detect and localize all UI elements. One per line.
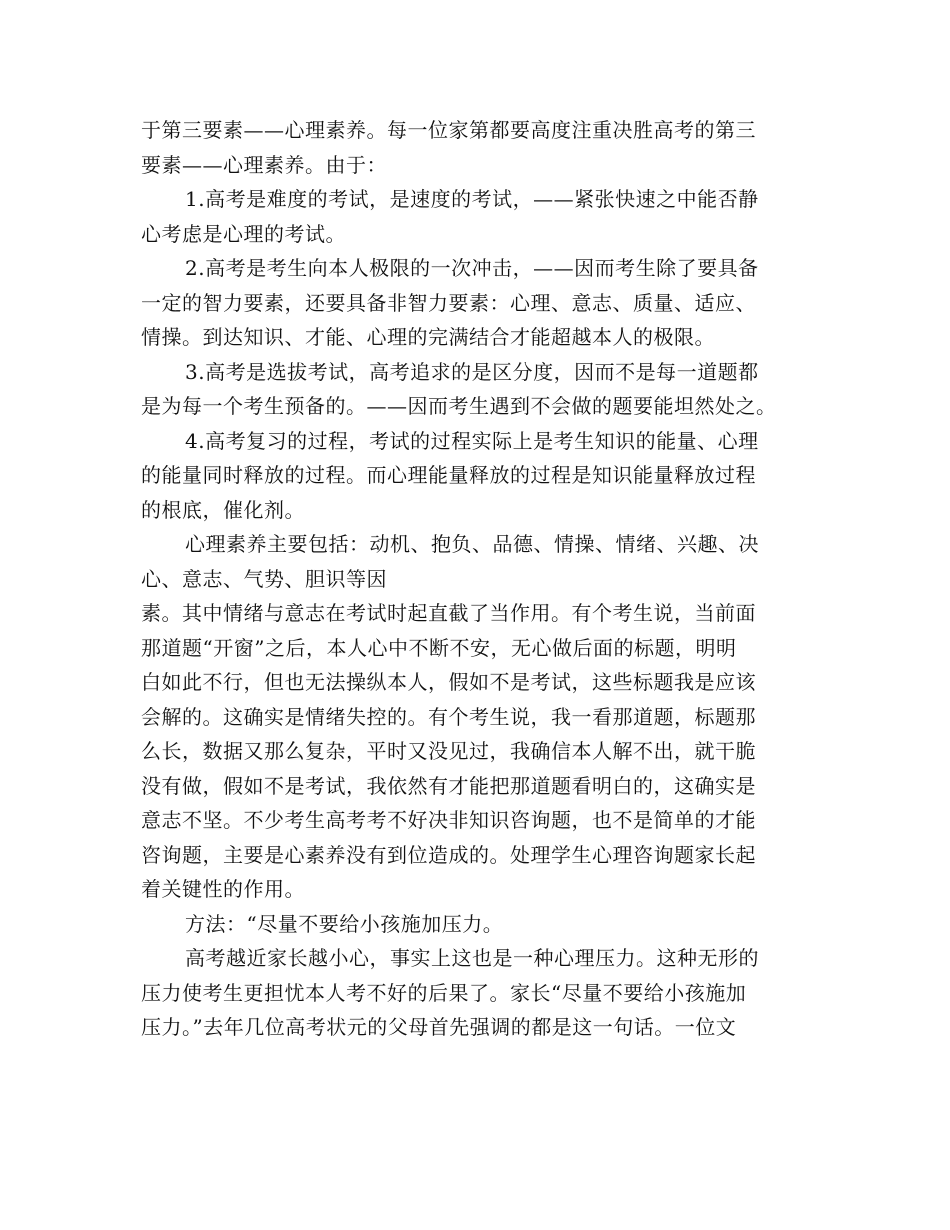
text-line: 白如此不行，但也无法操纵本人，假如不是考试，这些标题我是应该 <box>141 670 756 694</box>
text-line: 一定的智力要素，还要具备非智力要素：心理、意志、质量、适应、 <box>141 290 756 315</box>
text-line: 情操。到达知识、才能、心理的完满结合才能超越本人的极限。 <box>141 325 715 349</box>
list-item-1-line: 1.高考是难度的考试，是速度的考试，——紧张快速之中能否静 <box>185 187 759 211</box>
text-line: 着关键性的作用。 <box>141 877 305 901</box>
paragraph-line: 心理素养主要包括：动机、抱负、品德、情操、情绪、兴趣、决 <box>185 532 759 556</box>
body-text <box>141 113 811 1045</box>
text-line: 没有做，假如不是考试，我依然有才能把那道题看明白的，这确实是 <box>141 773 756 798</box>
method-line: 方法：“尽量不要给小孩施加压力。 <box>185 911 504 936</box>
text-line: 么长，数据又那么复杂，平时又没见过，我确信本人解不出，就干脆 <box>141 739 756 763</box>
text-line: 于第三要素——心理素养。每一位家第都要高度注重决胜高考的第三 <box>141 118 756 142</box>
text-line: 要素——心理素养。由于： <box>141 152 387 177</box>
text-line: 会解的。这确实是情绪失控的。有个考生说，我一看那道题，标题那 <box>141 704 756 729</box>
list-item-2-line: 2.高考是考生向本人极限的一次冲击，——因而考生除了要具备 <box>185 256 759 280</box>
text-line: 心、意志、气势、胆识等因 <box>141 566 387 591</box>
text-line: 咨询题，主要是心素养没有到位造成的。处理学生心理咨询题家长起 <box>141 842 756 867</box>
text-line: 的能量同时释放的过程。而心理能量释放的过程是知识能量释放过程 <box>141 463 756 487</box>
text-line: 那道题“开窗”之后，本人心中不断不安，无心做后面的标题，明明 <box>141 635 737 660</box>
list-item-3-line: 3.高考是选拔考试，高考追求的是区分度，因而不是每一道题都 <box>185 359 759 384</box>
list-item-4-line: 4.高考复习的过程，考试的过程实际上是考生知识的能量、心理 <box>185 428 759 453</box>
paragraph-line: 高考越近家长越小心，事实上这也是一种心理压力。这种无形的 <box>185 946 759 970</box>
text-line: 压力使考生更担忧本人考不好的后果了。家长“尽量不要给小孩施加 <box>141 980 747 1005</box>
text-line: 是为每一个考生预备的。——因而考生遇到不会做的题要能坦然处之。 <box>141 394 777 418</box>
text-line: 意志不坚。不少考生高考考不好决非知识咨询题，也不是简单的才能 <box>141 808 756 832</box>
text-line: 素。其中情绪与意志在考试时起直截了当作用。有个考生说，当前面 <box>141 601 756 625</box>
text-line: 的根底，催化剂。 <box>141 497 305 522</box>
text-line: 压力。”去年几位高考状元的父母首先强调的都是这一句话。一位文 <box>141 1015 737 1039</box>
text-line: 心考虑是心理的考试。 <box>141 221 346 246</box>
